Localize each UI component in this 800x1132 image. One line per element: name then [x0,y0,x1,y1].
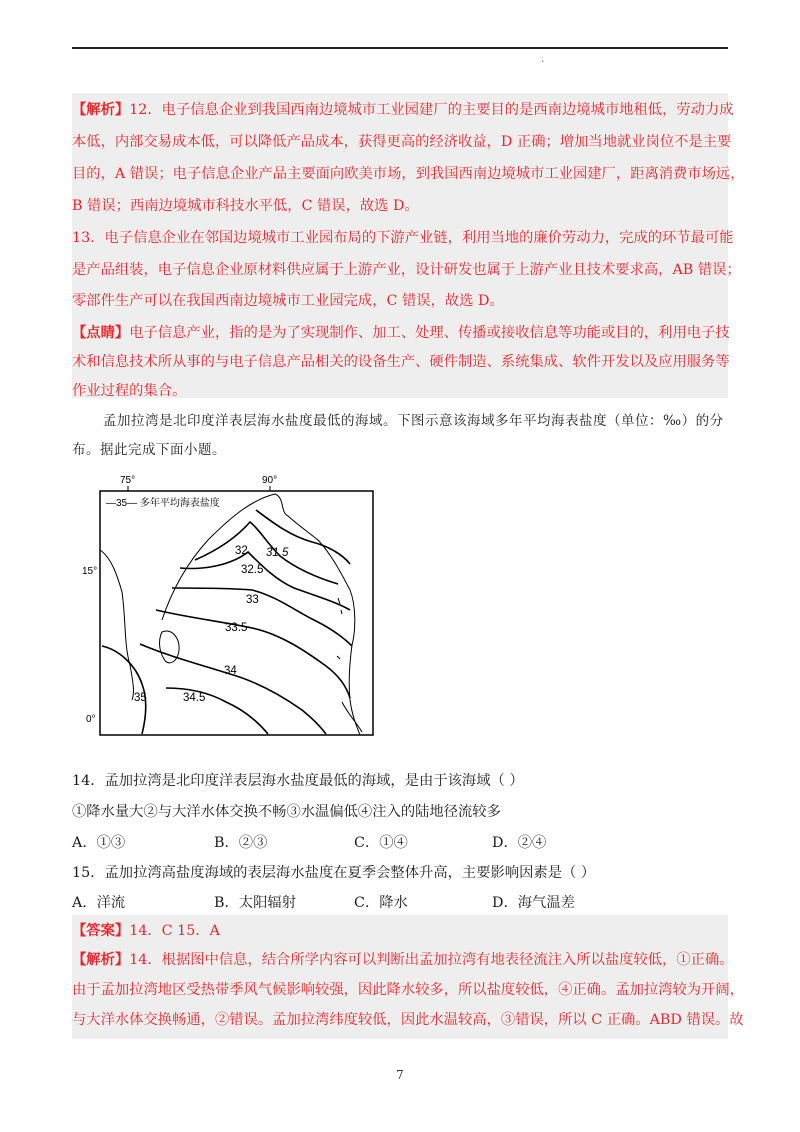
isoline-label-35: 35 [134,692,147,704]
isoline-label-34: 34 [224,665,237,677]
isoline-34 [140,644,326,734]
header-rule [72,47,728,49]
analysis-line: 13．电子信息企业在邻国边境城市工业园布局的下游产业链，利用当地的廉价劳动力，完成的环节最可能 [72,230,734,246]
q14-items: ①降水量大②与大洋水体交换不畅③水温偏低④注入的陆地径流较多 [72,804,501,820]
isoline-label-32: 32 [235,545,248,557]
q14-option-a: A．①③ [72,835,126,851]
isoline-label-315: 31.5 [266,547,289,559]
intro-line: 孟加拉湾是北印度洋表层海水盐度最低的海域。下图示意该海域多年平均海表盐度（单位：‰）的分 [103,413,724,429]
q14-option-d: D．②④ [492,835,547,851]
intro-line: 布。据此完成下面小题。 [72,442,226,458]
q15-option-b: B．太阳辐射 [214,895,296,911]
answer-tag: 【答案】 [72,923,130,939]
page-number: 7 [396,1068,404,1082]
isoline-325 [180,552,350,610]
analysis-line: B 错误；西南边境城市科技水平低，C 错误，故选 D。 [72,198,419,214]
q15-option-a: A．洋流 [72,895,126,911]
analysis14-line: 与大洋水体交换畅通，②错误。孟加拉湾纬度较低，因此水温较高，③错误，所以 C 正确。ABD 错误。故 [72,1012,744,1028]
q15-option-d: D．海气温差 [492,895,575,911]
lon-label-90: 90° [262,475,278,486]
salinity-map [80,470,380,742]
india-coastline [100,550,133,700]
analysis14-line: 由于孟加拉湾地区受热带季风气候影响较强，因此降水较多，所以盐度较低，④正确。孟加拉湾较为开阔， [72,982,744,998]
andaman-islands [337,598,342,659]
analysis-line: 目的，A 错误；电子信息企业产品主要面向欧美市场，到我国西南边境城市工业园建厂，距离消费市场远， [72,166,745,182]
tip-line: 术和信息技术所从事的与电子信息产品相关的设备生产、硬件制造、系统集成、软件开发以及应用服务等 [72,354,730,370]
isoline-345 [166,688,268,734]
q15-option-c: C．降水 [354,895,408,911]
header-mark: . [541,54,545,65]
answer-text: 14．C 15．A [129,923,220,939]
lon-label-75: 75° [120,475,136,486]
analysis-line: 零部件生产可以在我国西南边境城市工业园完成，C 错误，故选 D。 [72,293,504,309]
q14-option-c: C．①④ [354,835,408,851]
isoline-label-335: 33.5 [225,622,248,634]
map-legend: —35— 多年平均海表盐度 [106,498,220,509]
analysis-tag: 【解析】 [72,102,130,118]
sumatra-outline [342,702,362,732]
tip-line: 作业过程的集合。 [72,383,187,399]
tip-line: 【点睛】电子信息产业，指的是为了实现制作、加工、处理、传播或接收信息等功能或目的，利用电子技 [72,325,730,341]
isoline-35 [102,646,146,734]
isoline-label-325: 32.5 [241,564,264,576]
lat-label-0: 0° [86,714,96,725]
sri-lanka-outline [160,631,180,663]
analysis-line: 是产品组装，电子信息企业原材料供应属于上游产业，设计研发也属于上游产业且技术要求高，AB 错误； [72,262,741,278]
answer-line [72,921,220,941]
isoline-33 [172,588,352,646]
tip-tag: 【点睛】 [72,325,130,341]
q14-option-b: B．②③ [214,835,268,851]
analysis14-tag: 【解析】 [72,952,130,968]
q15-stem: 15．孟加拉湾高盐度海域的表层海水盐度在夏季会整体升高，主要影响因素是（ ） [72,865,596,881]
isoline-label-33: 33 [246,594,259,606]
q14-stem: 14．孟加拉湾是北印度洋表层海水盐度最低的海域，是由于该海域（ ） [72,773,524,789]
analysis-line: 本低，内部交易成本低，可以降低产品成本，获得更高的经济收益，D 正确；增加当地就业岗位不是主要 [72,134,732,150]
isoline-label-345: 34.5 [183,692,206,704]
analysis14-line: 【解析】14．根据图中信息，结合所学内容可以判断出孟加拉湾有地表径流注入所以盐度较低，①正确。 [72,952,734,968]
lat-label-15: 15° [82,566,98,577]
analysis-line: 【解析】12．电子信息企业到我国西南边境城市工业园建厂的主要目的是西南边境城市地租低，劳动力成 [72,102,734,118]
